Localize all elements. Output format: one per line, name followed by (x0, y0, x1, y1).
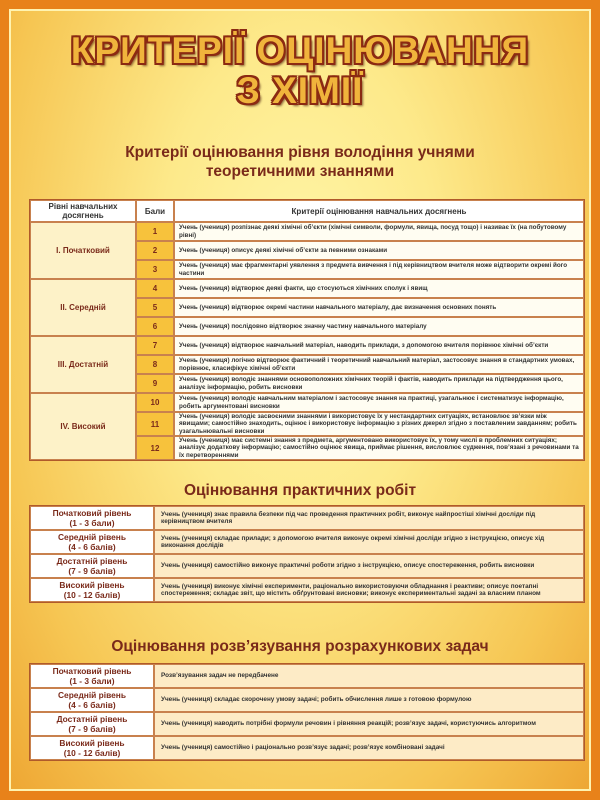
points-cell: 11 (136, 412, 174, 436)
theory-heading-line1: Критерії оцінювання рівня володіння учнями (125, 144, 475, 161)
level-cell (30, 506, 154, 530)
poster-title-line1: КРИТЕРІЇ ОЦІНЮВАННЯ (70, 30, 530, 71)
table-row (30, 393, 584, 412)
points-cell: 2 (136, 241, 174, 260)
table-row (30, 688, 584, 712)
level-name: Високий рівень (59, 580, 125, 590)
level-range: (10 - 12 балів) (63, 748, 121, 758)
criteria-cell: Розв’язування задач не передбачене (154, 664, 584, 688)
criteria-cell: Учень (учениця) описує деякі хімічні об’єкти за певними ознаками (174, 241, 584, 260)
table-row (30, 506, 584, 530)
level-range: (7 - 9 балів) (68, 566, 116, 576)
level-name: Достатній рівень (56, 714, 128, 724)
level-initial: І. Початковий (30, 222, 136, 279)
poster-panel (9, 9, 591, 791)
table-row (30, 664, 584, 688)
points-cell: 5 (136, 298, 174, 317)
level-cell (30, 530, 154, 554)
criteria-cell: Учень (учениця) складає скорочену умову задачі; робить обчислення лише з готовою формулою (154, 688, 584, 712)
level-range: (10 - 12 балів) (63, 590, 121, 600)
table-row (30, 222, 584, 241)
tasks-heading: Оцінювання розв’язування розрахункових задач (111, 638, 489, 655)
level-name: Початковий рівень (52, 666, 132, 676)
level-cell (30, 554, 154, 578)
points-cell: 8 (136, 355, 174, 374)
level-range: (7 - 9 балів) (68, 724, 116, 734)
poster-title-line2: З ХІМІЇ (236, 70, 364, 111)
points-cell: 3 (136, 260, 174, 279)
practical-table (29, 505, 585, 603)
level-cell (30, 688, 154, 712)
points-cell: 12 (136, 436, 174, 460)
points-cell: 9 (136, 374, 174, 393)
level-range: (4 - 6 балів) (68, 542, 116, 552)
criteria-cell: Учень (учениця) виконує хімічні експерименти, раціонально використовуючи обладнання і реактиви; описує поетапні спостереження; складає звіт, що містить обґрунтовані висновки; виконує експериментальні задачі за власним планом (154, 578, 584, 602)
points-cell: 7 (136, 336, 174, 355)
level-cell (30, 712, 154, 736)
criteria-cell: Учень (учениця) відтворює окремі частини навчального матеріалу, дає визначення основних понять (174, 298, 584, 317)
criteria-cell: Учень (учениця) відтворює деякі факти, що стосуються хімічних сполук і явищ (174, 279, 584, 298)
level-name: Середній рівень (57, 532, 126, 542)
table-row (30, 712, 584, 736)
practical-heading: Оцінювання практичних робіт (183, 482, 417, 499)
level-range: (1 - 3 бали) (69, 518, 115, 528)
level-name: Початковий рівень (52, 508, 132, 518)
criteria-cell: Учень (учениця) має системні знання з предмета, аргументовано використовує їх, у тому числі в проблемних ситуаціях; аналізує додаткову інформацію; самостійно оцінює явища, приймає рішення, висловлює судження, пов’язані з речовинами та їх перетвореннями (174, 436, 584, 460)
level-name: Достатній рівень (56, 556, 128, 566)
header-level: Рівні навчальних досягнень (30, 200, 136, 222)
points-cell: 10 (136, 393, 174, 412)
level-cell (30, 736, 154, 760)
table-row (30, 554, 584, 578)
theory-table (29, 199, 585, 461)
level-range: (1 - 3 бали) (69, 676, 115, 686)
tasks-table (29, 663, 585, 761)
table-row (30, 530, 584, 554)
points-cell: 6 (136, 317, 174, 336)
table-row (30, 279, 584, 298)
criteria-cell: Учень (учениця) має фрагментарні уявлення з предмета вивчення і під керівництвом вчителя може відтворити окремі його частини (174, 260, 584, 279)
criteria-cell: Учень (учениця) складає прилади; з допомогою вчителя виконує окремі хімічні досліди згідно з інструкцією, описує хід виконання дослідів (154, 530, 584, 554)
level-name: Високий рівень (59, 738, 125, 748)
criteria-cell: Учень (учениця) володіє засвоєними знаннями і використовує їх у нестандартних ситуаціях, встановлює зв’язки між явищами; самостійно знаходить, оцінює і використовує інформацію з різних джерел згідно з поставленим завданням; робить узагальнювальні висновки (174, 412, 584, 436)
criteria-cell: Учень (учениця) наводить потрібні формули речовин і рівняння реакцій; розв’язує задачі, користуючись алгоритмом (154, 712, 584, 736)
level-middle: ІІ. Середній (30, 279, 136, 336)
theory-heading-line2: теоретичними знаннями (205, 163, 395, 180)
level-high: IV. Високий (30, 393, 136, 460)
criteria-cell: Учень (учениця) володіє знаннями основоположних хімічних теорій і фактів, наводить приклади на підтвердження цього, аналізує інформацію, робить висновки (174, 374, 584, 393)
level-cell (30, 664, 154, 688)
criteria-cell: Учень (учениця) логічно відтворює фактичний і теоретичний навчальний матеріал, застосовує знання в стандартних умовах, порівнює, класифікує хімічні об’єкти (174, 355, 584, 374)
level-range: (4 - 6 балів) (68, 700, 116, 710)
criteria-cell: Учень (учениця) знає правила безпеки під час проведення практичних робіт, виконує найпростіші хімічні досліди під керівництвом вчителя (154, 506, 584, 530)
criteria-cell: Учень (учениця) розпізнає деякі хімічні об’єкти (хімічні символи, формули, явища, посуд тощо) і називає їх (на побутовому рівні) (174, 222, 584, 241)
criteria-cell: Учень (учениця) володіє навчальним матеріалом і застосовує знання на практиці, узагальнює і систематизує інформацію, робить аргументовані висновки (174, 393, 584, 412)
level-sufficient: ІІІ. Достатній (30, 336, 136, 393)
header-criteria: Критерії оцінювання навчальних досягнень (174, 200, 584, 222)
points-cell: 4 (136, 279, 174, 298)
criteria-cell: Учень (учениця) відтворює навчальний матеріал, наводить приклади, з допомогою вчителя порівнює хімічні об’єкти (174, 336, 584, 355)
header-points: Бали (136, 200, 174, 222)
table-row (30, 336, 584, 355)
theory-header-row (30, 200, 584, 222)
points-cell: 1 (136, 222, 174, 241)
criteria-cell: Учень (учениця) послідовно відтворює значну частину навчального матеріалу (174, 317, 584, 336)
table-row (30, 736, 584, 760)
level-name: Середній рівень (57, 690, 126, 700)
theory-heading (11, 143, 589, 181)
criteria-cell: Учень (учениця) самостійно виконує практичні роботи згідно з інструкцією, описує спостереження, робить висновки (154, 554, 584, 578)
criteria-cell: Учень (учениця) самостійно і раціонально розв’язує задачі; розв’язує комбіновані задачі (154, 736, 584, 760)
table-row (30, 578, 584, 602)
level-cell (30, 578, 154, 602)
